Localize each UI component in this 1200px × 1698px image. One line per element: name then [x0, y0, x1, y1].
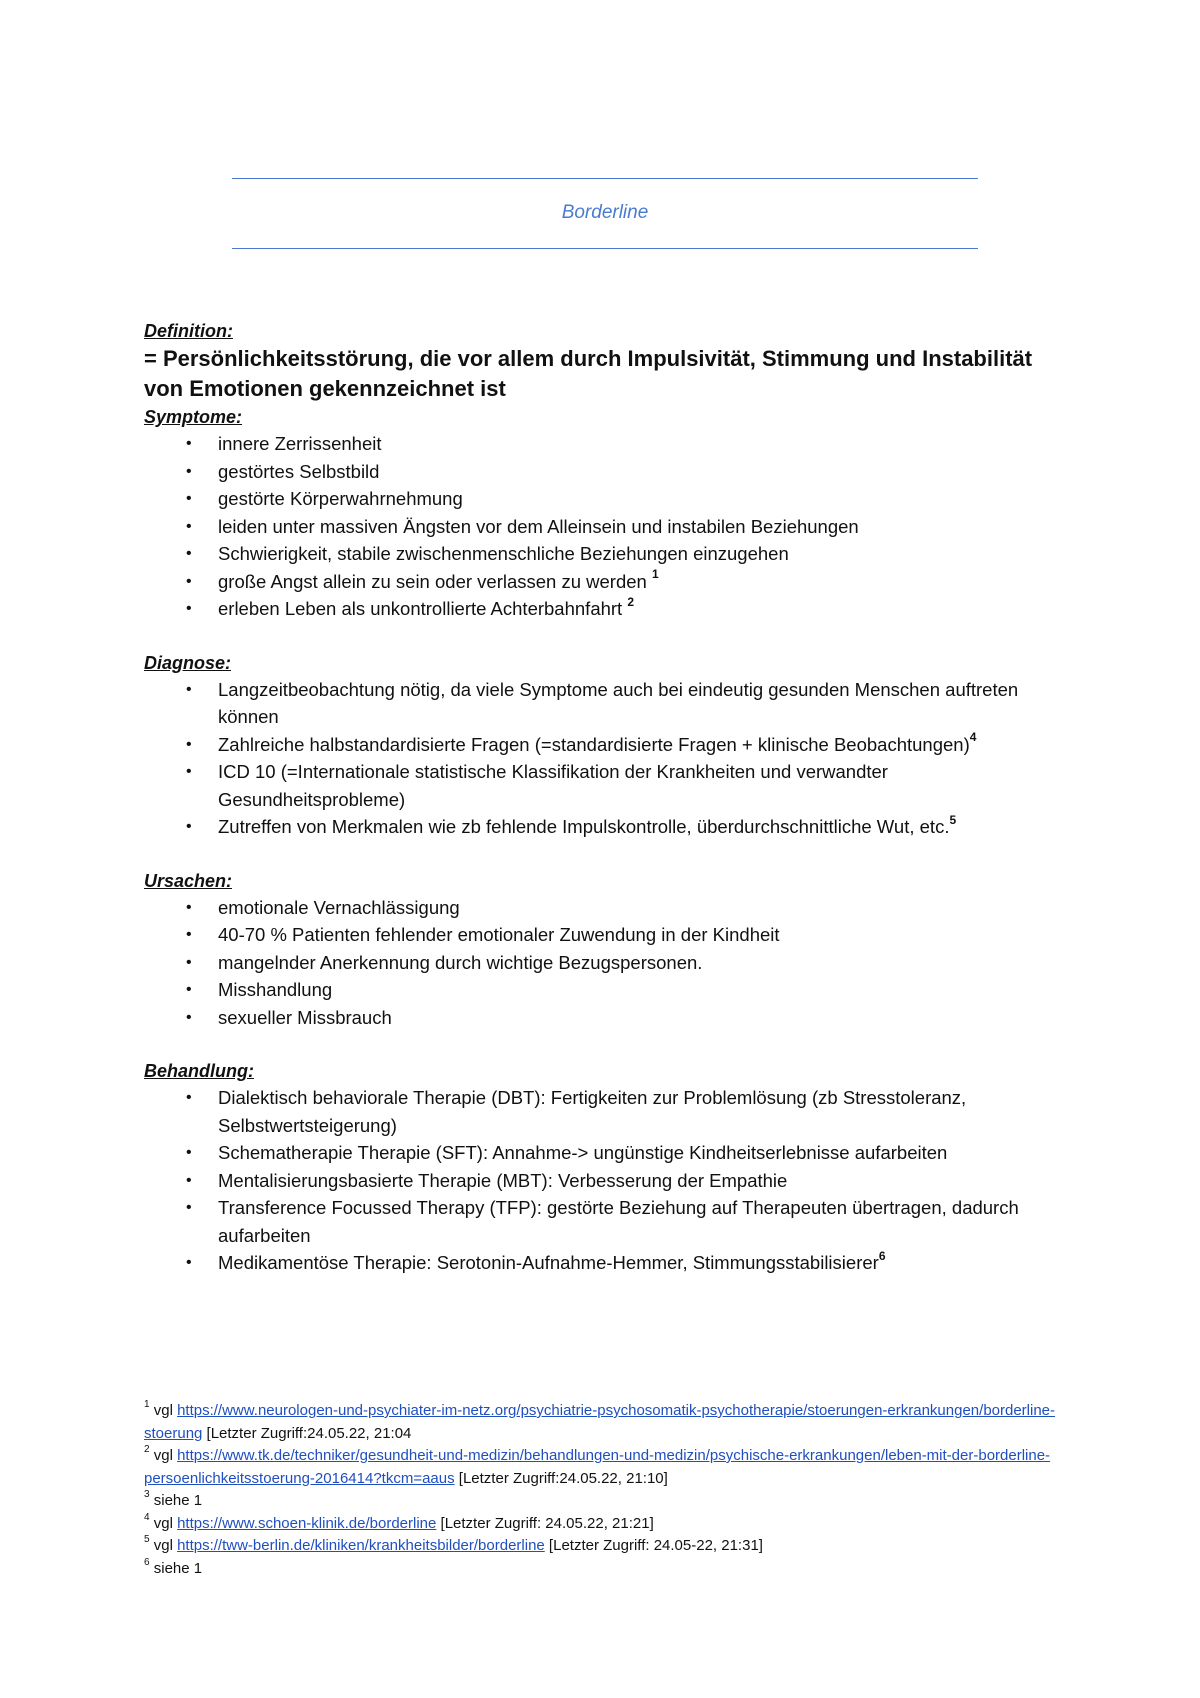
behandlung-list-item	[144, 1249, 1064, 1277]
symptome-item-text: gestörtes Selbstbild	[218, 460, 380, 482]
behandlung-item-text: Medikamentöse Therapie: Serotonin-Aufnahme-Hemmer, Stimmungsstabilisierer	[218, 1252, 879, 1273]
footnote-ref[interactable]: 4	[969, 730, 977, 745]
title-bottom-rule	[232, 248, 978, 249]
symptome-item-text: große Angst allein zu sein oder verlassen zu werden	[218, 570, 652, 592]
bullet-icon: •	[186, 600, 192, 617]
behandlung-list-item	[144, 1139, 1064, 1167]
footnote-link[interactable]: https://www.neurologen-und-psychiater-im-netz.org/psychiatrie-psychosomatik-psychotherapie/stoerungen-erkrankungen/borderline-stoerung	[144, 1402, 1056, 1442]
diagnose-list-item	[144, 813, 1064, 841]
footnote-3	[144, 1490, 1064, 1513]
symptome-list-item	[144, 513, 1064, 541]
footnote-prefix: siehe 1	[149, 1559, 203, 1577]
diagnose-list-item	[144, 731, 1064, 759]
symptome-item-text: erleben Leben als unkontrollierte Achterbahnfahrt	[218, 598, 628, 619]
bullet-icon: •	[186, 517, 192, 535]
behandlung-list-item	[144, 1084, 1064, 1139]
footnote-ref[interactable]: 1	[651, 567, 659, 582]
footnote-number: 5	[144, 1534, 150, 1545]
behandlung-item-text: Dialektisch behaviorale Therapie (DBT): Fertigkeiten zur Problemlösung (zb Stresstoleranz, Selbstwertsteigerung)	[218, 1087, 967, 1136]
behandlung-list-item	[144, 1167, 1064, 1195]
diagnose-list-item	[144, 676, 1064, 731]
symptome-list-item	[144, 430, 1064, 458]
ursachen-item-text: emotionale Vernachlässigung	[218, 896, 460, 918]
symptome-item-text: leiden unter massiven Ängsten vor dem Alleinsein und instabilen Beziehungen	[218, 515, 859, 537]
footnote-prefix: vgl	[149, 1514, 178, 1532]
bullet-icon: •	[186, 1254, 192, 1271]
bullet-icon: •	[186, 1008, 192, 1026]
ursachen-list-item	[144, 976, 1064, 1004]
bullet-icon: •	[186, 926, 192, 943]
footnotes	[144, 1400, 1064, 1580]
title-top-rule	[232, 178, 978, 179]
diagnose-list-item	[144, 758, 1064, 813]
behandlung-item-text: Mentalisierungsbasierte Therapie (MBT): Verbesserung der Empathie	[218, 1169, 788, 1191]
bullet-icon: •	[186, 953, 192, 971]
symptome-list	[144, 430, 1064, 623]
ursachen-list-item	[144, 1004, 1064, 1032]
bullet-icon: •	[186, 818, 192, 835]
bullet-icon: •	[186, 435, 192, 452]
footnote-number: 4	[144, 1511, 150, 1523]
behandlung-item-text: Transference Focussed Therapy (TFP): gestörte Beziehung auf Therapeuten übertragen, dadurch aufarbeiten	[218, 1197, 1019, 1246]
definition-heading: Definition:	[144, 321, 233, 341]
footnote-ref[interactable]: 5	[949, 812, 957, 827]
footnote-prefix: vgl	[149, 1402, 178, 1419]
bullet-icon: •	[186, 490, 192, 507]
footnote-number: 6	[144, 1556, 150, 1568]
footnote-number: 2	[144, 1444, 150, 1455]
footnote-1	[144, 1400, 1064, 1445]
bullet-icon: •	[186, 763, 192, 780]
footnote-prefix: siehe 1	[149, 1492, 203, 1509]
bullet-icon: •	[186, 1199, 192, 1216]
ursachen-item-text: sexueller Missbrauch	[218, 1006, 392, 1028]
footnote-link[interactable]: https://www.schoen-klinik.de/borderline	[177, 1514, 437, 1532]
diagnose-heading: Diagnose:	[144, 652, 232, 673]
footnote-5	[144, 1535, 1064, 1558]
diagnose-list	[144, 676, 1064, 841]
document-title: Borderline	[561, 202, 649, 223]
symptome-list-item	[144, 595, 1064, 623]
behandlung-heading: Behandlung:	[144, 1061, 254, 1081]
ursachen-list	[144, 894, 1064, 1032]
ursachen-list-item	[144, 949, 1064, 977]
footnote-prefix: vgl	[149, 1537, 178, 1554]
footnote-access-date: [Letzter Zugriff: 24.05-22, 21:31]	[544, 1537, 763, 1554]
footnote-ref[interactable]: 6	[878, 1248, 886, 1263]
bullet-icon: •	[186, 462, 192, 480]
bullet-icon: •	[186, 981, 192, 998]
definition-text: = Persönlichkeitsstörung, die vor allem durch Impulsivität, Stimmung und Instabilität von Emotionen gekennzeichnet ist	[144, 346, 1033, 401]
ursachen-list-item	[144, 894, 1064, 922]
symptome-list-item	[144, 568, 1064, 596]
ursachen-item-text: mangelnder Anerkennung durch wichtige Bezugspersonen.	[218, 951, 703, 973]
footnote-access-date: [Letzter Zugriff:24.05.22, 21:10]	[454, 1469, 668, 1487]
diagnose-item-text: ICD 10 (=Internationale statistische Klassifikation der Krankheiten und verwandter Gesundheitsprobleme)	[218, 761, 888, 810]
footnote-2	[144, 1445, 1064, 1490]
bullet-icon: •	[186, 545, 192, 562]
ursachen-item-text: Misshandlung	[218, 979, 333, 1000]
diagnose-item-text: Zutreffen von Merkmalen wie zb fehlende Impulskontrolle, überdurchschnittliche Wut, etc.	[218, 816, 950, 837]
footnote-number: 3	[144, 1489, 150, 1500]
footnote-ref[interactable]: 2	[627, 594, 635, 609]
symptome-list-item	[144, 458, 1064, 486]
bullet-icon: •	[186, 898, 192, 916]
bullet-icon: •	[186, 1171, 192, 1189]
bullet-icon: •	[186, 572, 192, 590]
footnote-access-date: [Letzter Zugriff:24.05.22, 21:04	[202, 1424, 412, 1442]
behandlung-list	[144, 1084, 1064, 1277]
symptome-item-text: innere Zerrissenheit	[218, 433, 382, 454]
document-body	[144, 318, 1064, 1277]
footnote-number: 1	[144, 1399, 150, 1410]
diagnose-item-text: Langzeitbeobachtung nötig, da viele Symptome auch bei eindeutig gesunden Menschen auftreten können	[218, 678, 1019, 727]
symptome-item-text: Schwierigkeit, stabile zwischenmenschliche Beziehungen einzugehen	[218, 543, 789, 564]
behandlung-list-item	[144, 1194, 1064, 1249]
symptome-list-item	[144, 540, 1064, 568]
footnote-link[interactable]: https://www.tk.de/techniker/gesundheit-und-medizin/behandlungen-und-medizin/psychische-erkrankungen/leben-mit-der-borderline-persoenlichkeitsstoerung-2016414?tkcm=aaus	[144, 1447, 1051, 1487]
footnote-4	[144, 1513, 1064, 1536]
bullet-icon: •	[186, 735, 192, 753]
symptome-heading: Symptome:	[144, 407, 243, 427]
ursachen-list-item	[144, 921, 1064, 949]
footnote-link[interactable]: https://tww-berlin.de/kliniken/krankheitsbilder/borderline	[177, 1537, 545, 1554]
bullet-icon: •	[186, 1089, 192, 1106]
symptome-item-text: gestörte Körperwahrnehmung	[218, 488, 463, 509]
ursachen-heading: Ursachen:	[144, 870, 233, 891]
footnote-prefix: vgl	[149, 1447, 178, 1464]
diagnose-item-text: Zahlreiche halbstandardisierte Fragen (=standardisierte Fragen + klinische Beobachtungen)	[218, 733, 970, 755]
behandlung-item-text: Schematherapie Therapie (SFT): Annahme-> ungünstige Kindheitserlebnisse aufarbeiten	[218, 1142, 948, 1163]
ursachen-item-text: 40-70 % Patienten fehlender emotionaler Zuwendung in der Kindheit	[218, 924, 780, 945]
footnote-access-date: [Letzter Zugriff: 24.05.22, 21:21]	[436, 1514, 654, 1532]
symptome-list-item	[144, 485, 1064, 513]
bullet-icon: •	[186, 680, 192, 698]
footnote-6	[144, 1558, 1064, 1581]
bullet-icon: •	[186, 1144, 192, 1161]
